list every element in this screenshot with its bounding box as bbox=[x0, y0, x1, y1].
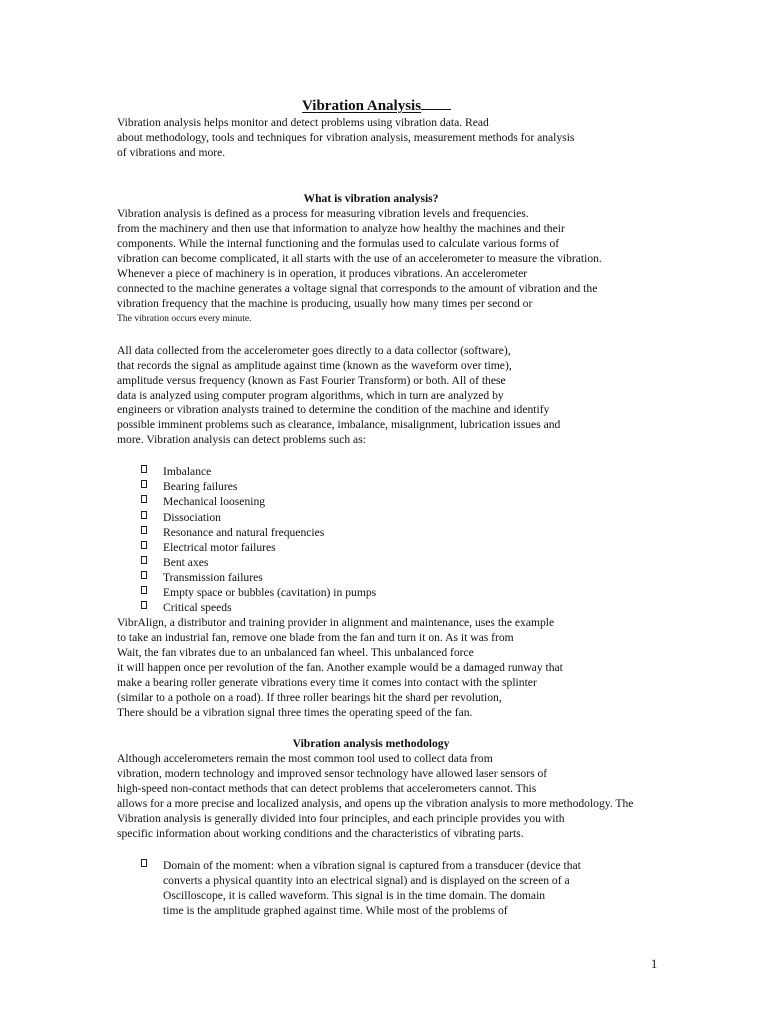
section-heading-what-is: What is vibration analysis? bbox=[303, 192, 439, 205]
list-item-line: time is the amplitude graphed against time. While most of the problems of bbox=[163, 904, 508, 917]
paragraph-line: vibration frequency that the machine is producing, usually how many times per second or bbox=[117, 297, 533, 310]
bullet-icon bbox=[141, 480, 147, 488]
paragraph-line: possible imminent problems such as clearance, imbalance, misalignment, lubrication issues and bbox=[117, 418, 561, 431]
list-item: Empty space or bubbles (cavitation) in pumps bbox=[163, 586, 377, 599]
list-item: Transmission failures bbox=[163, 571, 263, 584]
paragraph-line: All data collected from the accelerometer goes directly to a data collector (software), bbox=[117, 344, 511, 357]
paragraph-line: make a bearing roller generate vibrations every time it comes into contact with the splinter bbox=[117, 676, 537, 689]
intro-line: of vibrations and more. bbox=[117, 146, 226, 159]
bullet-icon bbox=[141, 465, 147, 473]
paragraph-line-small: The vibration occurs every minute. bbox=[117, 313, 252, 324]
list-item: Electrical motor failures bbox=[163, 541, 276, 554]
bullet-icon bbox=[141, 556, 147, 564]
bullet-icon bbox=[141, 511, 147, 519]
paragraph-line: high-speed non-contact methods that can detect problems that accelerometers cannot. This bbox=[117, 782, 537, 795]
list-item-line: Oscilloscope, it is called waveform. This signal is in the time domain. The domain bbox=[163, 889, 546, 902]
bullet-icon bbox=[141, 601, 147, 609]
document-title: Vibration Analysis bbox=[302, 97, 451, 115]
bullet-icon bbox=[141, 859, 147, 867]
paragraph-line: it will happen once per revolution of the fan. Another example would be a damaged runway that bbox=[117, 661, 563, 674]
paragraph-line: engineers or vibration analysts trained to determine the condition of the machine and identify bbox=[117, 403, 550, 416]
paragraph-line: from the machinery and then use that information to analyze how healthy the machines and their bbox=[117, 222, 565, 235]
paragraph-line: connected to the machine generates a voltage signal that corresponds to the amount of vibration and the bbox=[117, 282, 598, 295]
paragraph-line: that records the signal as amplitude against time (known as the waveform over time), bbox=[117, 359, 512, 372]
intro-line: about methodology, tools and techniques for vibration analysis, measurement methods for analysis bbox=[117, 131, 575, 144]
paragraph-line: Vibration analysis is generally divided into four principles, and each principle provides you with bbox=[117, 812, 565, 825]
paragraph-line: (similar to a pothole on a road). If three roller bearings hit the shard per revolution, bbox=[117, 691, 502, 704]
list-item: Bent axes bbox=[163, 556, 209, 569]
title-underline-extension bbox=[421, 97, 451, 110]
paragraph-line: vibration, modern technology and improved sensor technology have allowed laser sensors of bbox=[117, 767, 548, 780]
paragraph-line: allows for a more precise and localized analysis, and opens up the vibration analysis to more methodology. The bbox=[117, 797, 634, 810]
bullet-icon bbox=[141, 571, 147, 579]
list-item: Critical speeds bbox=[163, 601, 232, 614]
paragraph-line: specific information about working conditions and the characteristics of vibrating parts. bbox=[117, 827, 524, 840]
bullet-icon bbox=[141, 586, 147, 594]
paragraph-line: more. Vibration analysis can detect problems such as: bbox=[117, 433, 366, 446]
paragraph-line: amplitude versus frequency (known as Fast Fourier Transform) or both. All of these bbox=[117, 374, 506, 387]
list-item-line: converts a physical quantity into an electrical signal) and is displayed on the screen of a bbox=[163, 874, 570, 887]
paragraph-line: vibration can become complicated, it all starts with the use of an accelerometer to measure the vibration. bbox=[117, 252, 602, 265]
list-item: Imbalance bbox=[163, 465, 212, 478]
list-item-line: Domain of the moment: when a vibration signal is captured from a transducer (device that bbox=[163, 859, 581, 872]
intro-line: Vibration analysis helps monitor and detect problems using vibration data. Read bbox=[117, 116, 489, 129]
bullet-icon bbox=[141, 495, 147, 503]
paragraph-line: Although accelerometers remain the most common tool used to collect data from bbox=[117, 752, 493, 765]
page-number: 1 bbox=[651, 957, 658, 971]
list-item: Bearing failures bbox=[163, 480, 238, 493]
section-heading-methodology: Vibration analysis methodology bbox=[292, 737, 450, 750]
paragraph-line: Wait, the fan vibrates due to an unbalanced fan wheel. This unbalanced force bbox=[117, 646, 474, 659]
paragraph-line: VibrAlign, a distributor and training provider in alignment and maintenance, uses the example bbox=[117, 616, 555, 629]
paragraph-line: There should be a vibration signal three times the operating speed of the fan. bbox=[117, 706, 473, 719]
paragraph-line: to take an industrial fan, remove one blade from the fan and turn it on. As it was from bbox=[117, 631, 514, 644]
list-item: Dissociation bbox=[163, 511, 221, 524]
list-item: Resonance and natural frequencies bbox=[163, 526, 325, 539]
paragraph-line: components. While the internal functioning and the formulas used to calculate various forms of bbox=[117, 237, 560, 250]
bullet-icon bbox=[141, 541, 147, 549]
bullet-icon bbox=[141, 526, 147, 534]
list-item: Mechanical loosening bbox=[163, 495, 266, 508]
paragraph-line: data is analyzed using computer program algorithms, which in turn are analyzed by bbox=[117, 389, 504, 402]
paragraph-line: Vibration analysis is defined as a process for measuring vibration levels and frequencies. bbox=[117, 207, 529, 220]
paragraph-line: Whenever a piece of machinery is in operation, it produces vibrations. An accelerometer bbox=[117, 267, 528, 280]
